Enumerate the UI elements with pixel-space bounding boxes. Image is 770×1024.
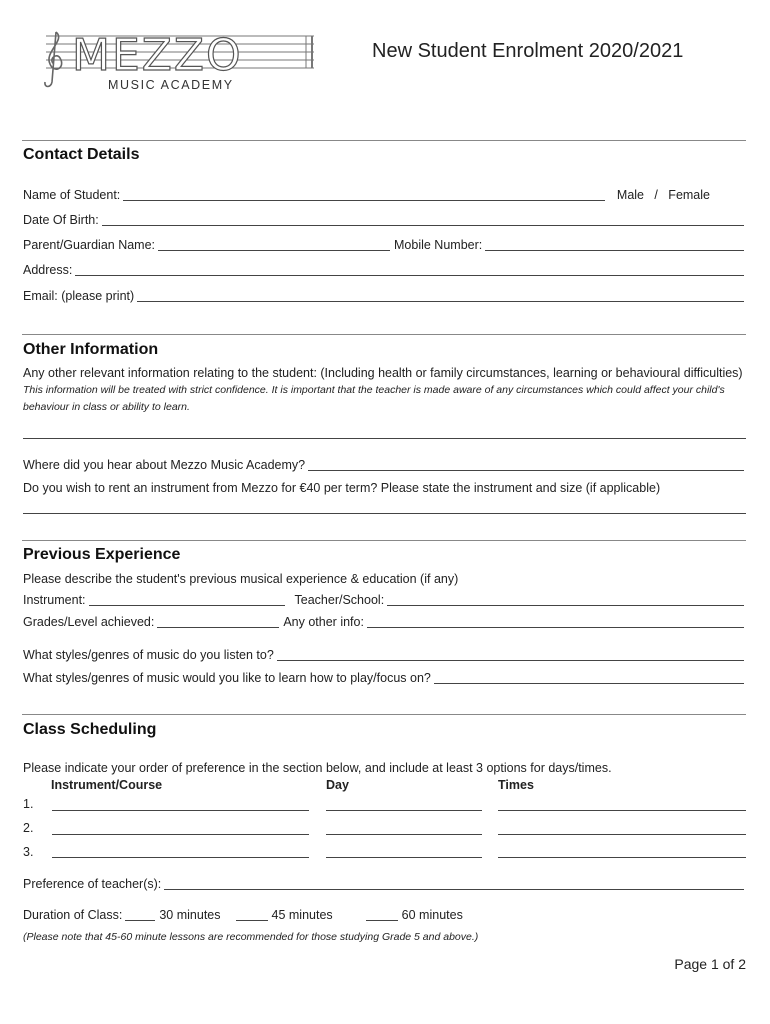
row2-day-field[interactable]	[326, 834, 482, 835]
grades-field[interactable]	[157, 616, 279, 628]
styles-listen-label: What styles/genres of music do you listen to?	[23, 648, 274, 662]
section-divider	[22, 714, 746, 715]
row-number-3: 3.	[23, 845, 34, 859]
address-row	[23, 262, 746, 278]
row3-times-field[interactable]	[498, 857, 746, 858]
section-divider	[22, 334, 746, 335]
teacher-pref-label: Preference of teacher(s):	[23, 877, 162, 891]
page-number: Page 1 of 2	[674, 956, 746, 972]
duration-60-label: 60 minutes	[401, 908, 463, 922]
scheduling-instructions-row	[23, 760, 746, 776]
duration-30-label: 30 minutes	[159, 908, 221, 922]
class-scheduling-heading: Class Scheduling	[23, 721, 157, 738]
dob-row	[23, 212, 746, 228]
parent-field[interactable]	[158, 239, 390, 251]
mobile-label: Mobile Number:	[394, 238, 483, 252]
logo-subtitle: MUSIC ACADEMY	[108, 78, 234, 92]
student-name-field[interactable]	[123, 189, 605, 201]
teacher-pref-row	[23, 876, 746, 892]
gender-options[interactable]: Male / Female	[616, 188, 710, 202]
instrument-label: Instrument:	[23, 593, 86, 607]
other-info-label: Any other info:	[283, 615, 364, 629]
rent-field[interactable]	[23, 513, 746, 514]
row1-day-field[interactable]	[326, 810, 482, 811]
row3-day-field[interactable]	[326, 857, 482, 858]
address-label: Address:	[23, 263, 73, 277]
instrument-field[interactable]	[89, 594, 285, 606]
describe-text: Please describe the student's previous musical experience & education (if any)	[23, 572, 459, 586]
hear-about-label: Where did you hear about Mezzo Music Academy?	[23, 458, 306, 472]
other-info-field[interactable]	[367, 616, 744, 628]
section-divider	[22, 140, 746, 141]
parent-row	[23, 237, 746, 253]
mobile-field[interactable]	[485, 239, 744, 251]
previous-experience-heading: Previous Experience	[23, 546, 181, 563]
duration-note: (Please note that 45-60 minute lessons are recommended for those studying Grade 5 and above.)	[23, 931, 479, 943]
styles-learn-row	[23, 670, 746, 686]
describe-row	[23, 571, 746, 587]
section-divider	[22, 540, 746, 541]
relevant-info-text	[23, 365, 747, 415]
styles-listen-row	[23, 647, 746, 663]
duration-60-field[interactable]	[366, 909, 398, 921]
styles-learn-field[interactable]	[434, 672, 744, 684]
grades-label: Grades/Level achieved:	[23, 615, 155, 629]
column-instrument-course: Instrument/Course	[51, 778, 163, 792]
teacher-pref-field[interactable]	[164, 878, 744, 890]
row-number-2: 2.	[23, 821, 34, 835]
duration-45-field[interactable]	[236, 909, 268, 921]
row3-instrument-field[interactable]	[52, 857, 309, 858]
hear-about-field[interactable]	[308, 459, 744, 471]
confidential-note: This information will be treated with strict confidence. It is important that the teacher is made aware of any circumstances which could affect your child's behaviour in class or ability to learn.	[23, 384, 725, 413]
row1-times-field[interactable]	[498, 810, 746, 811]
parent-label: Parent/Guardian Name:	[23, 238, 156, 252]
row2-times-field[interactable]	[498, 834, 746, 835]
student-name-row	[23, 187, 710, 203]
column-times: Times	[498, 778, 534, 792]
document-title: New Student Enrolment 2020/2021	[372, 40, 684, 62]
scheduling-instructions: Please indicate your order of preference in the section below, and include at least 3 options for days/times.	[23, 761, 612, 775]
row2-instrument-field[interactable]	[52, 834, 309, 835]
email-row	[23, 288, 746, 304]
contact-heading: Contact Details	[23, 146, 140, 163]
email-label: Email: (please print)	[23, 289, 135, 303]
styles-listen-field[interactable]	[277, 649, 744, 661]
duration-row	[23, 907, 746, 923]
teacher-school-field[interactable]	[387, 594, 744, 606]
duration-label: Duration of Class:	[23, 908, 123, 922]
row1-instrument-field[interactable]	[52, 810, 309, 811]
row-number-1: 1.	[23, 797, 34, 811]
duration-45-label: 45 minutes	[271, 908, 333, 922]
dob-field[interactable]	[102, 214, 744, 226]
relevant-info-prompt: Any other relevant information relating to the student: (Including health or family circumstances, learning or behavioural difficulties)	[23, 366, 743, 380]
styles-learn-label: What styles/genres of music would you like to learn how to play/focus on?	[23, 671, 431, 685]
rent-label: Do you wish to rent an instrument from Mezzo for €40 per term? Please state the instrument and size (if applicable)	[23, 481, 661, 495]
dob-label: Date Of Birth:	[23, 213, 99, 227]
hear-about-row	[23, 457, 746, 473]
column-day: Day	[326, 778, 349, 792]
other-info-heading: Other Information	[23, 341, 159, 358]
rent-row	[23, 480, 746, 496]
email-field[interactable]	[137, 290, 744, 302]
relevant-info-field[interactable]	[23, 438, 746, 439]
address-field[interactable]	[75, 264, 744, 276]
student-name-label: Name of Student:	[23, 188, 121, 202]
svg-text:MEZZO: MEZZO	[72, 30, 243, 81]
duration-30-field[interactable]	[125, 909, 155, 921]
instrument-row	[23, 592, 746, 608]
grades-row	[23, 614, 746, 630]
teacher-school-label: Teacher/School:	[294, 593, 385, 607]
